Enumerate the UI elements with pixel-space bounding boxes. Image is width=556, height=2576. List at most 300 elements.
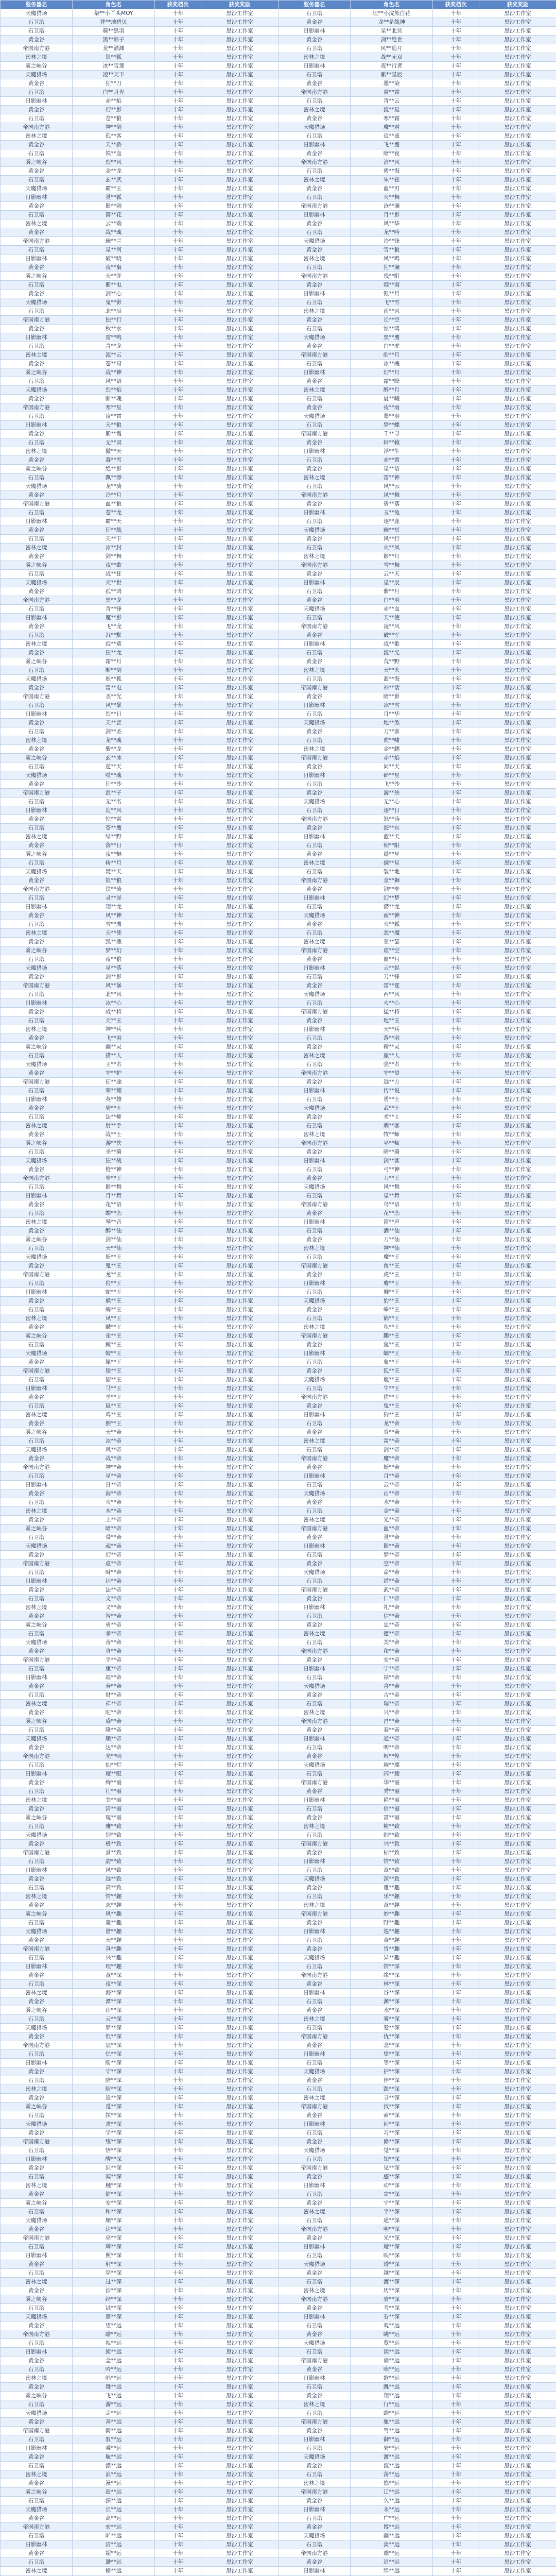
table-row [1, 2444, 556, 2453]
server-name-cell: 天魔猎场 [1, 1349, 73, 1358]
table-row [1, 123, 556, 132]
prize-level-cell: 十年 [155, 2251, 201, 2260]
server-name-cell: 石卫塔 [1, 1533, 73, 1542]
prize-level-cell: 十年 [155, 491, 201, 500]
prize-level-cell: 十年 [155, 911, 201, 920]
role-name-cell: 意**深 [73, 1971, 155, 1980]
role-name-cell: 霸**王 [73, 184, 155, 193]
role-name-cell: 魔**影 [73, 614, 155, 622]
role-name-cell: 绵**远 [351, 2567, 433, 2575]
prize-level-cell: 十年 [433, 465, 479, 473]
prize-level-cell: 十年 [433, 333, 479, 342]
prize-level-cell: 十年 [155, 1078, 201, 1087]
prize-level-cell: 十年 [433, 2549, 479, 2558]
prize-level-cell: 十年 [433, 1656, 479, 1665]
role-name-cell: 裂**地 [351, 868, 433, 876]
role-name-cell: 夜**深 [73, 1980, 155, 1989]
prize-level-cell: 十年 [433, 2427, 479, 2435]
prize-level-cell: 十年 [433, 1174, 479, 1183]
prize-level-cell: 十年 [433, 1778, 479, 1787]
table-row [1, 1743, 556, 1752]
prize-level-cell: 十年 [155, 132, 201, 141]
server-name-cell: 黄金谷 [1, 1708, 73, 1717]
server-name-cell: 黄金谷 [279, 438, 351, 447]
server-name-cell: 黄金谷 [279, 2006, 351, 2015]
server-name-cell: 雾之峡谷 [1, 1332, 73, 1341]
prize-level-cell: 十年 [155, 1577, 201, 1586]
prize-level-cell: 十年 [433, 2103, 479, 2111]
table-row [1, 2427, 556, 2435]
prize-reward-cell: 黑沙工作室 [479, 1892, 556, 1901]
prize-reward-cell: 黑沙工作室 [201, 806, 279, 815]
server-name-cell: 日影幽林 [279, 141, 351, 149]
prize-reward-cell: 黑沙工作室 [201, 535, 279, 544]
role-name-cell: 狮**王 [351, 1288, 433, 1297]
role-name-cell: 璀**璨 [351, 1761, 433, 1770]
role-name-cell: 凤**王 [73, 1314, 155, 1323]
role-name-cell: 苍**鹰 [73, 824, 155, 833]
table-row [1, 114, 556, 123]
table-row [1, 754, 556, 762]
prize-level-cell: 十年 [433, 114, 479, 123]
prize-level-cell: 十年 [155, 281, 201, 290]
server-name-cell: 天魔猎场 [279, 2260, 351, 2269]
prize-reward-cell: 黑沙工作室 [201, 1796, 279, 1805]
role-name-cell: 刀**仙 [351, 1235, 433, 1244]
prize-level-cell: 十年 [155, 1419, 201, 1428]
prize-level-cell: 十年 [433, 938, 479, 946]
role-name-cell: 守**望 [351, 1069, 433, 1078]
server-name-cell: 日影幽林 [1, 903, 73, 911]
server-name-cell: 天魔猎场 [1, 2120, 73, 2129]
prize-reward-cell: 黑沙工作室 [201, 2015, 279, 2024]
table-row [1, 246, 556, 255]
server-name-cell: 石卫塔 [1, 2173, 73, 2181]
role-name-cell: 战**魂 [73, 228, 155, 237]
role-name-cell: 火**帝 [73, 1498, 155, 1507]
role-name-cell: 星**北冥 [351, 27, 433, 36]
prize-level-cell: 十年 [155, 333, 201, 342]
prize-level-cell: 十年 [155, 754, 201, 762]
table-row [1, 894, 556, 903]
table-row [1, 71, 556, 79]
prize-reward-cell: 黑沙工作室 [479, 1341, 556, 1349]
role-name-cell: 闪**耀 [351, 1770, 433, 1778]
table-row [1, 2295, 556, 2304]
server-name-cell: 石卫塔 [1, 762, 73, 771]
prize-reward-cell: 黑沙工作室 [201, 771, 279, 780]
prize-level-cell: 十年 [433, 1621, 479, 1630]
prize-reward-cell: 黑沙工作室 [479, 1157, 556, 1165]
role-name-cell: 龟**王 [351, 1323, 433, 1332]
prize-reward-cell: 黑沙工作室 [201, 2295, 279, 2304]
prize-reward-cell: 黑沙工作室 [479, 2024, 556, 2032]
prize-reward-cell: 黑沙工作室 [201, 1665, 279, 1673]
server-name-cell: 黄金谷 [279, 2269, 351, 2278]
server-name-cell: 黄金谷 [1, 2418, 73, 2427]
server-name-cell: 石卫塔 [279, 1612, 351, 1621]
server-name-cell: 天魔猎场 [279, 798, 351, 806]
server-name-cell: 天魔猎场 [279, 1376, 351, 1384]
prize-reward-cell: 黑沙工作室 [479, 1113, 556, 1122]
role-name-cell: 螭**王 [351, 1349, 433, 1358]
table-row [1, 368, 556, 377]
prize-level-cell: 十年 [155, 1831, 201, 1840]
prize-reward-cell: 黑沙工作室 [479, 868, 556, 876]
prize-reward-cell: 黑沙工作室 [479, 1927, 556, 1936]
prize-level-cell: 十年 [433, 981, 479, 990]
table-row [1, 2050, 556, 2059]
role-name-cell: 落**羽 [351, 1034, 433, 1043]
server-name-cell: 石卫塔 [1, 1244, 73, 1253]
prize-level-cell: 十年 [433, 2479, 479, 2488]
table-row [1, 701, 556, 710]
server-name-cell: 黄金谷 [1, 2094, 73, 2103]
prize-level-cell: 十年 [433, 44, 479, 53]
prize-level-cell: 十年 [155, 587, 201, 596]
prize-reward-cell: 黑沙工作室 [201, 675, 279, 684]
prize-reward-cell: 黑沙工作室 [201, 325, 279, 333]
prize-reward-cell: 黑沙工作室 [479, 290, 556, 298]
role-name-cell: 顺**帝 [73, 1735, 155, 1743]
prize-reward-cell: 黑沙工作室 [479, 2243, 556, 2251]
prize-reward-cell: 黑沙工作室 [479, 2435, 556, 2444]
server-name-cell: 密林之境 [1, 53, 73, 62]
table-row [1, 1209, 556, 1218]
prize-reward-cell: 黑沙工作室 [201, 97, 279, 106]
role-name-cell: 诵**远 [351, 2357, 433, 2365]
prize-reward-cell: 黑沙工作室 [201, 1586, 279, 1595]
prize-level-cell: 十年 [155, 1524, 201, 1533]
prize-reward-cell: 黑沙工作室 [479, 2409, 556, 2418]
prize-reward-cell: 黑沙工作室 [479, 2041, 556, 2050]
role-name-cell: 凤**鸣 [351, 255, 433, 263]
role-name-cell: 壮**丽 [73, 1787, 155, 1796]
role-name-cell: 飞**雪 [351, 298, 433, 307]
prize-level-cell: 十年 [433, 1411, 479, 1419]
role-name-cell: 标**致 [351, 1849, 433, 1857]
prize-reward-cell: 黑沙工作室 [201, 946, 279, 955]
role-name-cell: 照**深 [73, 2251, 155, 2260]
server-name-cell: 石卫塔 [279, 2409, 351, 2418]
server-name-cell: 天魔猎场 [1, 964, 73, 973]
role-name-cell: 射**手 [73, 1122, 155, 1130]
role-name-cell: 风**暴 [73, 701, 155, 710]
role-name-cell: 剑**影 [73, 973, 155, 981]
prize-level-cell: 十年 [155, 465, 201, 473]
prize-reward-cell: 黑沙工作室 [479, 2164, 556, 2173]
role-name-cell: 安**深 [73, 2199, 155, 2208]
server-name-cell: 石卫塔 [1, 18, 73, 27]
prize-level-cell: 十年 [155, 2129, 201, 2138]
role-name-cell: 刺**客 [351, 1122, 433, 1130]
table-row [1, 2313, 556, 2321]
role-name-cell: 碧**海 [351, 167, 433, 176]
role-name-cell: 断**剑 [73, 666, 155, 675]
role-name-cell: 暗**夜 [351, 149, 433, 158]
server-name-cell: 黄金谷 [279, 2330, 351, 2339]
prize-reward-cell: 黑沙工作室 [479, 281, 556, 290]
table-row [1, 79, 556, 88]
prize-level-cell: 十年 [433, 1043, 479, 1052]
prize-reward-cell: 黑沙工作室 [479, 114, 556, 123]
table-row [1, 1428, 556, 1437]
server-name-cell: 密林之境 [279, 666, 351, 675]
prize-level-cell: 十年 [433, 2321, 479, 2330]
role-name-cell: 耀**深 [351, 2243, 433, 2251]
role-name-cell: 幻**梦 [351, 894, 433, 903]
prize-reward-cell: 黑沙工作室 [479, 2330, 556, 2339]
role-name-cell: 运**帝 [73, 1577, 155, 1586]
role-name-cell: 云**端 [73, 219, 155, 228]
prize-level-cell: 十年 [155, 798, 201, 806]
role-name-cell: 情**致 [351, 1857, 433, 1866]
table-row [1, 990, 556, 999]
prize-reward-cell: 黑沙工作室 [201, 290, 279, 298]
role-name-cell: 广**远 [351, 2514, 433, 2523]
table-row [1, 228, 556, 237]
server-name-cell: 帝国南方港 [279, 1393, 351, 1402]
prize-reward-cell: 黑沙工作室 [201, 841, 279, 850]
prize-reward-cell: 黑沙工作室 [201, 1104, 279, 1113]
role-name-cell: 蓝**海 [351, 675, 433, 684]
prize-reward-cell: 黑沙工作室 [201, 701, 279, 710]
server-name-cell: 帝国南方港 [1, 2234, 73, 2243]
server-name-cell: 日影幽林 [1, 97, 73, 106]
prize-level-cell: 十年 [155, 596, 201, 605]
prize-reward-cell: 黑沙工作室 [201, 377, 279, 386]
server-name-cell: 密林之境 [279, 1901, 351, 1910]
prize-reward-cell: 黑沙工作室 [201, 2050, 279, 2059]
prize-reward-cell: 黑沙工作室 [479, 2383, 556, 2392]
server-name-cell: 黄金谷 [279, 1533, 351, 1542]
prize-reward-cell: 黑沙工作室 [479, 596, 556, 605]
role-name-cell: 凌**天下 [73, 71, 155, 79]
role-name-cell: 理**趣 [73, 1962, 155, 1971]
server-name-cell: 帝国南方港 [279, 158, 351, 167]
table-row [1, 2497, 556, 2505]
server-name-cell: 密林之境 [1, 1603, 73, 1612]
server-name-cell: 黄金谷 [279, 219, 351, 228]
table-row [1, 500, 556, 509]
prize-reward-cell: 黑沙工作室 [479, 2199, 556, 2208]
prize-reward-cell: 黑沙工作室 [201, 1612, 279, 1621]
prize-reward-cell: 黑沙工作室 [201, 1866, 279, 1875]
prize-reward-cell: 黑沙工作室 [201, 964, 279, 973]
server-name-cell: 黄金谷 [279, 2199, 351, 2208]
prize-level-cell: 十年 [433, 561, 479, 570]
role-name-cell: 求**深 [73, 2120, 155, 2129]
role-name-cell: 凤**舞 [351, 491, 433, 500]
server-name-cell: 日影幽林 [279, 2243, 351, 2251]
prize-level-cell: 十年 [433, 158, 479, 167]
server-name-cell: 密林之境 [1, 1796, 73, 1805]
server-name-cell: 黄金谷 [279, 1402, 351, 1411]
server-name-cell: 石卫塔 [1, 2365, 73, 2374]
table-row [1, 1446, 556, 1454]
prize-level-cell: 十年 [155, 18, 201, 27]
role-name-cell: 牧**师 [351, 1130, 433, 1139]
prize-reward-cell: 黑沙工作室 [201, 1323, 279, 1332]
prize-level-cell: 十年 [433, 1288, 479, 1297]
server-name-cell: 密林之境 [279, 938, 351, 946]
prize-reward-cell: 黑沙工作室 [479, 2321, 556, 2330]
role-name-cell: 冰**心 [73, 999, 155, 1008]
role-name-cell: 鬼**影 [73, 298, 155, 307]
prize-reward-cell: 黑沙工作室 [201, 456, 279, 465]
server-name-cell: 黄金谷 [279, 1428, 351, 1437]
prize-reward-cell: 黑沙工作室 [479, 2138, 556, 2146]
server-name-cell: 石卫塔 [279, 1095, 351, 1104]
prize-level-cell: 十年 [433, 631, 479, 640]
prize-level-cell: 十年 [433, 2295, 479, 2304]
table-row [1, 1673, 556, 1682]
prize-level-cell: 十年 [155, 27, 201, 36]
role-name-cell: 俏**丽 [351, 1805, 433, 1814]
server-name-cell: 日影幽林 [1, 2348, 73, 2357]
prize-level-cell: 十年 [155, 1621, 201, 1630]
prize-level-cell: 十年 [155, 1726, 201, 1735]
prize-level-cell: 十年 [433, 1927, 479, 1936]
prize-level-cell: 十年 [433, 1603, 479, 1612]
table-row [1, 36, 556, 44]
prize-reward-cell: 黑沙工作室 [201, 1507, 279, 1516]
server-name-cell: 日影幽林 [1, 333, 73, 342]
prize-level-cell: 十年 [155, 1411, 201, 1419]
table-row [1, 2164, 556, 2173]
server-name-cell: 帝国南方港 [279, 876, 351, 885]
server-name-cell: 石卫塔 [1, 1052, 73, 1060]
server-name-cell: 黄金谷 [279, 1919, 351, 1927]
server-name-cell: 日影幽林 [279, 1927, 351, 1936]
prize-level-cell: 十年 [155, 2453, 201, 2462]
prize-reward-cell: 黑沙工作室 [201, 184, 279, 193]
prize-reward-cell: 黑沙工作室 [479, 473, 556, 482]
server-name-cell: 黄金谷 [1, 395, 73, 403]
role-name-cell: 歌**远 [351, 2374, 433, 2383]
server-name-cell: 黄金谷 [1, 1358, 73, 1367]
prize-reward-cell: 黑沙工作室 [479, 1244, 556, 1253]
role-name-cell: 雷**鸣 [73, 333, 155, 342]
prize-reward-cell: 黑沙工作室 [479, 2392, 556, 2400]
role-name-cell: 烈**风 [73, 158, 155, 167]
server-name-cell: 石卫塔 [279, 2383, 351, 2392]
prize-reward-cell: 黑沙工作室 [201, 1235, 279, 1244]
server-name-cell: 石卫塔 [279, 2514, 351, 2523]
server-name-cell: 天魔猎场 [1, 386, 73, 395]
server-name-cell: 黄金谷 [279, 79, 351, 88]
server-name-cell: 密林之境 [1, 640, 73, 649]
prize-reward-cell: 黑沙工作室 [201, 1621, 279, 1630]
table-row [1, 1805, 556, 1814]
prize-reward-cell: 黑沙工作室 [201, 876, 279, 885]
table-row [1, 298, 556, 307]
prize-reward-cell: 黑沙工作室 [479, 421, 556, 430]
prize-level-cell: 十年 [433, 2488, 479, 2497]
prize-reward-cell: 黑沙工作室 [201, 1577, 279, 1586]
role-name-cell: 寂**寞 [73, 640, 155, 649]
server-name-cell: 天魔猎场 [279, 1489, 351, 1498]
server-name-cell: 黄金谷 [1, 622, 73, 631]
role-name-cell: 意**致 [351, 1866, 433, 1875]
role-name-cell: 爱**深 [351, 2024, 433, 2032]
role-name-cell: 鼠**王 [73, 1402, 155, 1411]
server-name-cell: 天魔猎场 [1, 1831, 73, 1840]
table-row [1, 1165, 556, 1174]
server-name-cell: 密林之境 [279, 1244, 351, 1253]
role-name-cell: 琴**音 [73, 1218, 155, 1227]
role-name-cell: 武**士 [351, 1104, 433, 1113]
prize-reward-cell: 黑沙工作室 [201, 246, 279, 255]
prize-level-cell: 十年 [433, 88, 479, 97]
prize-level-cell: 十年 [433, 684, 479, 692]
server-name-cell: 帝国南方港 [279, 2488, 351, 2497]
server-name-cell: 石卫塔 [1, 1183, 73, 1192]
server-name-cell: 帝国南方港 [1, 2041, 73, 2050]
prize-reward-cell: 黑沙工作室 [201, 614, 279, 622]
prize-level-cell: 十年 [433, 762, 479, 771]
role-name-cell: 渡**远 [351, 2453, 433, 2462]
server-name-cell: 黄金谷 [279, 981, 351, 990]
role-name-cell: 御**远 [351, 2435, 433, 2444]
prize-level-cell: 十年 [433, 1962, 479, 1971]
table-row [1, 964, 556, 973]
server-name-cell: 黄金谷 [279, 1980, 351, 1989]
role-name-cell: 枪**神 [73, 1165, 155, 1174]
role-name-cell: 地**王 [351, 1016, 433, 1025]
prize-level-cell: 十年 [155, 482, 201, 491]
server-name-cell: 石卫塔 [279, 1253, 351, 1262]
prize-level-cell: 十年 [155, 727, 201, 736]
server-name-cell: 帝国南方港 [279, 2357, 351, 2365]
prize-reward-cell: 黑沙工作室 [479, 1910, 556, 1919]
prize-level-cell: 十年 [433, 1192, 479, 1200]
table-row [1, 579, 556, 587]
role-name-cell: 游**侠 [351, 789, 433, 798]
server-name-cell: 黄金谷 [279, 727, 351, 736]
server-name-cell: 黄金谷 [279, 1174, 351, 1183]
server-name-cell: 黄金谷 [279, 631, 351, 640]
role-name-cell: 鬼**王 [73, 1262, 155, 1270]
server-name-cell: 黄金谷 [1, 2549, 73, 2558]
server-name-cell: 石卫塔 [1, 1691, 73, 1700]
table-row [1, 1113, 556, 1122]
table-row [1, 1638, 556, 1647]
prize-level-cell: 十年 [433, 999, 479, 1008]
role-name-cell: 信**帝 [351, 1612, 433, 1621]
prize-reward-cell: 黑沙工作室 [479, 1393, 556, 1402]
prize-level-cell: 十年 [433, 1481, 479, 1489]
prize-level-cell: 十年 [433, 1831, 479, 1840]
prize-level-cell: 十年 [155, 1463, 201, 1472]
server-name-cell: 日影幽林 [279, 1735, 351, 1743]
table-row [1, 2365, 556, 2374]
prize-reward-cell: 黑沙工作室 [479, 184, 556, 193]
table-row [1, 1533, 556, 1542]
prize-reward-cell: 黑沙工作室 [201, 1306, 279, 1314]
prize-level-cell: 十年 [155, 412, 201, 421]
prize-level-cell: 十年 [433, 1884, 479, 1892]
prize-reward-cell: 黑沙工作室 [479, 1200, 556, 1209]
prize-level-cell: 十年 [155, 1008, 201, 1016]
server-name-cell: 石卫塔 [1, 88, 73, 97]
server-name-cell: 密林之境 [279, 552, 351, 561]
prize-level-cell: 十年 [433, 1367, 479, 1376]
prize-level-cell: 十年 [433, 1095, 479, 1104]
prize-level-cell: 十年 [433, 482, 479, 491]
server-name-cell: 石卫塔 [1, 307, 73, 316]
prize-level-cell: 十年 [433, 1262, 479, 1270]
